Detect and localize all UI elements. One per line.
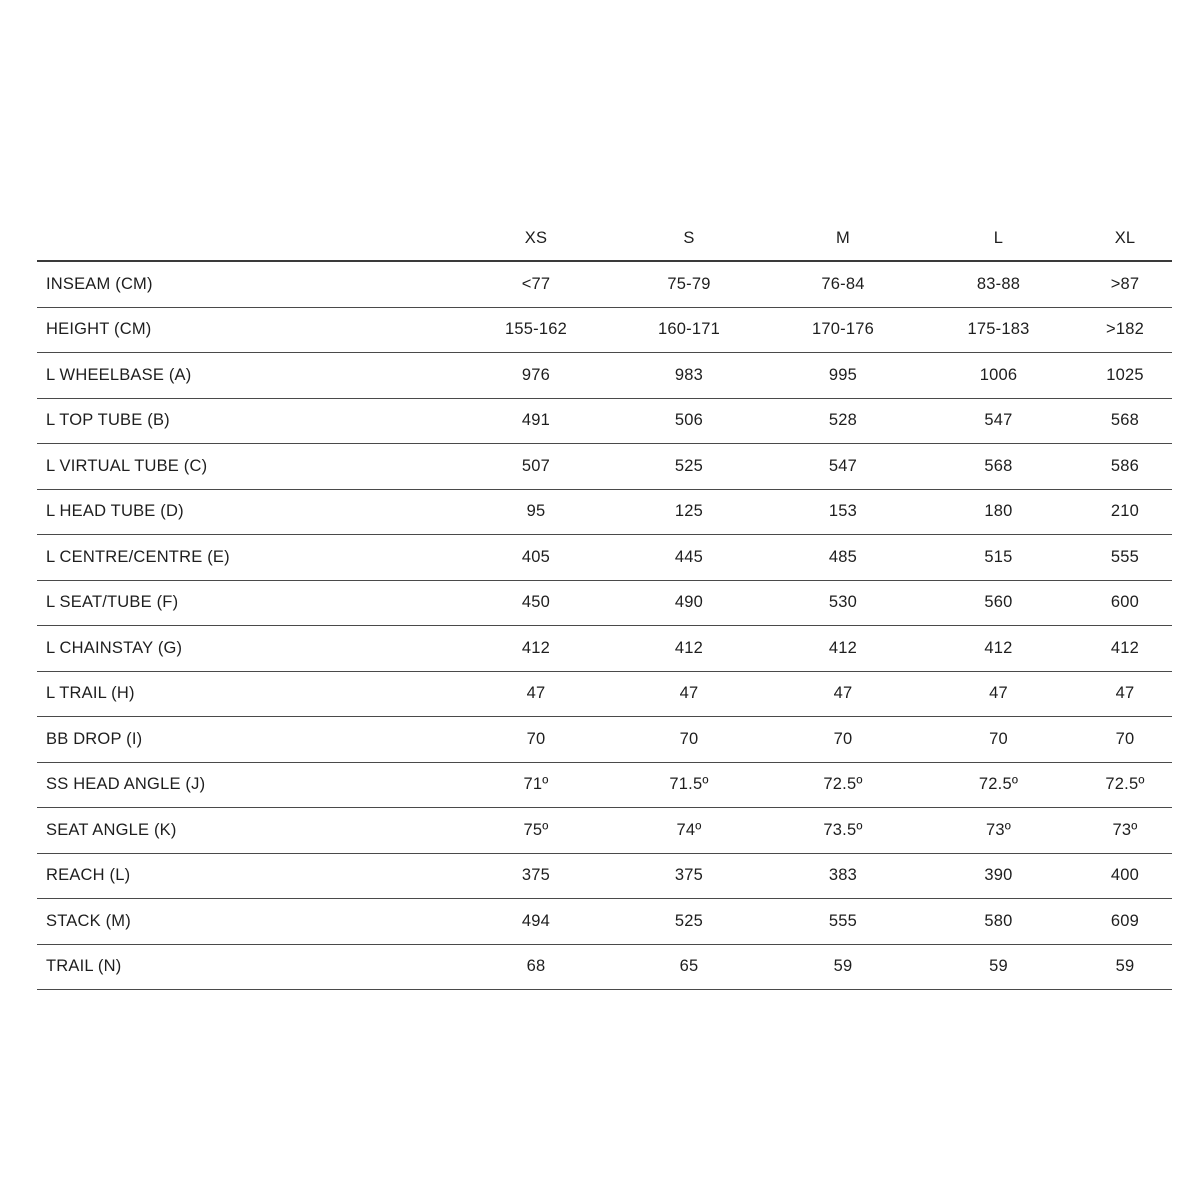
header-size-xs: XS	[524, 228, 548, 247]
value-cell-s: 490	[674, 593, 704, 612]
geometry-table	[37, 216, 1172, 990]
value-cell-xs: 75º	[523, 820, 549, 839]
value-cell-l: 515	[984, 547, 1013, 566]
value-cell-m: 72.5º	[823, 775, 863, 794]
value-cell-xs: 494	[521, 911, 551, 930]
table-header	[37, 216, 1172, 261]
row-label: L HEAD TUBE (D)	[46, 502, 184, 521]
value-cell-s: 160-171	[658, 320, 720, 339]
value-cell-m: 485	[828, 547, 858, 566]
row-label: L SEAT/TUBE (F)	[46, 593, 179, 612]
value-cell-xs: 507	[521, 456, 551, 475]
row-label: SEAT ANGLE (K)	[46, 820, 177, 839]
value-cell-xs: 491	[521, 411, 551, 430]
value-cell-xl: 609	[1110, 911, 1140, 930]
value-cell-xs: 68	[526, 957, 546, 976]
table-row	[37, 671, 1172, 717]
value-cell-l: 390	[984, 866, 1013, 885]
table-row	[37, 307, 1172, 353]
value-cell-l: 83-88	[976, 274, 1021, 293]
value-cell-xl: 59	[1115, 957, 1135, 976]
table-row	[37, 535, 1172, 581]
value-cell-s: 47	[679, 684, 699, 703]
value-cell-s: 70	[679, 729, 699, 748]
value-cell-l: 568	[984, 456, 1013, 475]
value-cell-xs: 47	[526, 684, 546, 703]
row-label: L CHAINSTAY (G)	[46, 638, 183, 657]
value-cell-s: 375	[674, 866, 704, 885]
header-size-s: S	[683, 228, 695, 247]
value-cell-s: 525	[674, 911, 704, 930]
header-size-m: M	[836, 228, 850, 247]
value-cell-l: 560	[984, 593, 1013, 612]
table-row	[37, 944, 1172, 990]
row-label: HEIGHT (CM)	[46, 320, 152, 339]
value-cell-l: 47	[989, 684, 1008, 703]
value-cell-l: 547	[984, 411, 1013, 430]
value-cell-xl: 600	[1110, 593, 1140, 612]
value-cell-xl: 70	[1115, 729, 1135, 748]
table-body	[37, 261, 1172, 990]
row-label: L TRAIL (H)	[46, 684, 135, 703]
value-cell-m: 73.5º	[823, 820, 863, 839]
table-row	[37, 444, 1172, 490]
value-cell-xl: 555	[1110, 547, 1140, 566]
value-cell-xs: 405	[521, 547, 551, 566]
value-cell-xl: 568	[1110, 411, 1140, 430]
value-cell-xs: 155-162	[505, 320, 567, 339]
value-cell-xs: 450	[521, 593, 551, 612]
table-row	[37, 353, 1172, 399]
value-cell-l: 59	[989, 957, 1008, 976]
value-cell-l: 70	[989, 729, 1008, 748]
row-label: INSEAM (CM)	[46, 274, 153, 293]
table-row	[37, 489, 1172, 535]
row-label: STACK (M)	[46, 911, 131, 930]
value-cell-m: 383	[828, 866, 858, 885]
value-cell-xl: 73º	[1112, 820, 1138, 839]
table-row	[37, 626, 1172, 672]
value-cell-s: 412	[674, 638, 704, 657]
value-cell-xl: 1025	[1106, 365, 1144, 384]
table-row	[37, 398, 1172, 444]
value-cell-xl: 586	[1110, 456, 1140, 475]
value-cell-l: 1006	[979, 365, 1018, 384]
row-label: L CENTRE/CENTRE (E)	[46, 547, 230, 566]
value-cell-xs: 71º	[523, 775, 549, 794]
value-cell-xs: 976	[521, 365, 551, 384]
value-cell-xl: >87	[1110, 274, 1140, 293]
value-cell-s: 65	[679, 957, 699, 976]
row-label: L TOP TUBE (B)	[46, 411, 170, 430]
value-cell-m: 47	[833, 684, 853, 703]
value-cell-xs: 95	[526, 502, 546, 521]
value-cell-m: 547	[828, 456, 858, 475]
table-row	[37, 808, 1172, 854]
table-row	[37, 853, 1172, 899]
value-cell-xl: 210	[1110, 502, 1140, 521]
value-cell-s: 74º	[676, 820, 702, 839]
table-row	[37, 762, 1172, 808]
header-row	[37, 216, 1172, 261]
value-cell-m: 170-176	[812, 320, 874, 339]
value-cell-xl: 412	[1110, 638, 1140, 657]
value-cell-m: 76-84	[821, 274, 865, 293]
value-cell-s: 506	[674, 411, 704, 430]
value-cell-xl: 47	[1115, 684, 1135, 703]
value-cell-s: 75-79	[667, 274, 711, 293]
row-label: BB DROP (I)	[46, 729, 143, 748]
value-cell-s: 125	[674, 502, 704, 521]
value-cell-l: 580	[984, 911, 1013, 930]
table-row	[37, 580, 1172, 626]
value-cell-m: 412	[828, 638, 858, 657]
value-cell-m: 530	[828, 593, 858, 612]
value-cell-xs: <77	[521, 274, 551, 293]
value-cell-m: 555	[828, 911, 858, 930]
value-cell-s: 445	[674, 547, 704, 566]
value-cell-m: 995	[828, 365, 858, 384]
row-label: SS HEAD ANGLE (J)	[46, 775, 206, 794]
value-cell-s: 71.5º	[669, 775, 709, 794]
header-label-cell	[37, 216, 461, 261]
value-cell-l: 73º	[986, 820, 1011, 839]
row-label: REACH (L)	[46, 866, 131, 885]
row-label: TRAIL (N)	[46, 957, 122, 976]
table-row	[37, 899, 1172, 945]
value-cell-xs: 375	[521, 866, 551, 885]
value-cell-xl: >182	[1106, 320, 1144, 339]
table-row	[37, 261, 1172, 307]
header-size-l: L	[993, 228, 1004, 247]
row-label: L WHEELBASE (A)	[46, 365, 192, 384]
value-cell-s: 983	[674, 365, 704, 384]
header-size-xl: XL	[1114, 228, 1136, 247]
value-cell-l: 175-183	[967, 320, 1030, 339]
value-cell-l: 72.5º	[978, 775, 1019, 794]
table-row	[37, 717, 1172, 763]
value-cell-l: 180	[984, 502, 1013, 521]
value-cell-xs: 412	[521, 638, 551, 657]
row-label: L VIRTUAL TUBE (C)	[46, 456, 208, 475]
value-cell-m: 528	[828, 411, 858, 430]
value-cell-s: 525	[674, 456, 704, 475]
value-cell-m: 153	[828, 502, 858, 521]
value-cell-m: 70	[833, 729, 853, 748]
value-cell-xl: 400	[1110, 866, 1140, 885]
value-cell-xs: 70	[526, 729, 546, 748]
value-cell-m: 59	[833, 957, 853, 976]
value-cell-l: 412	[984, 638, 1013, 657]
value-cell-xl: 72.5º	[1105, 775, 1145, 794]
